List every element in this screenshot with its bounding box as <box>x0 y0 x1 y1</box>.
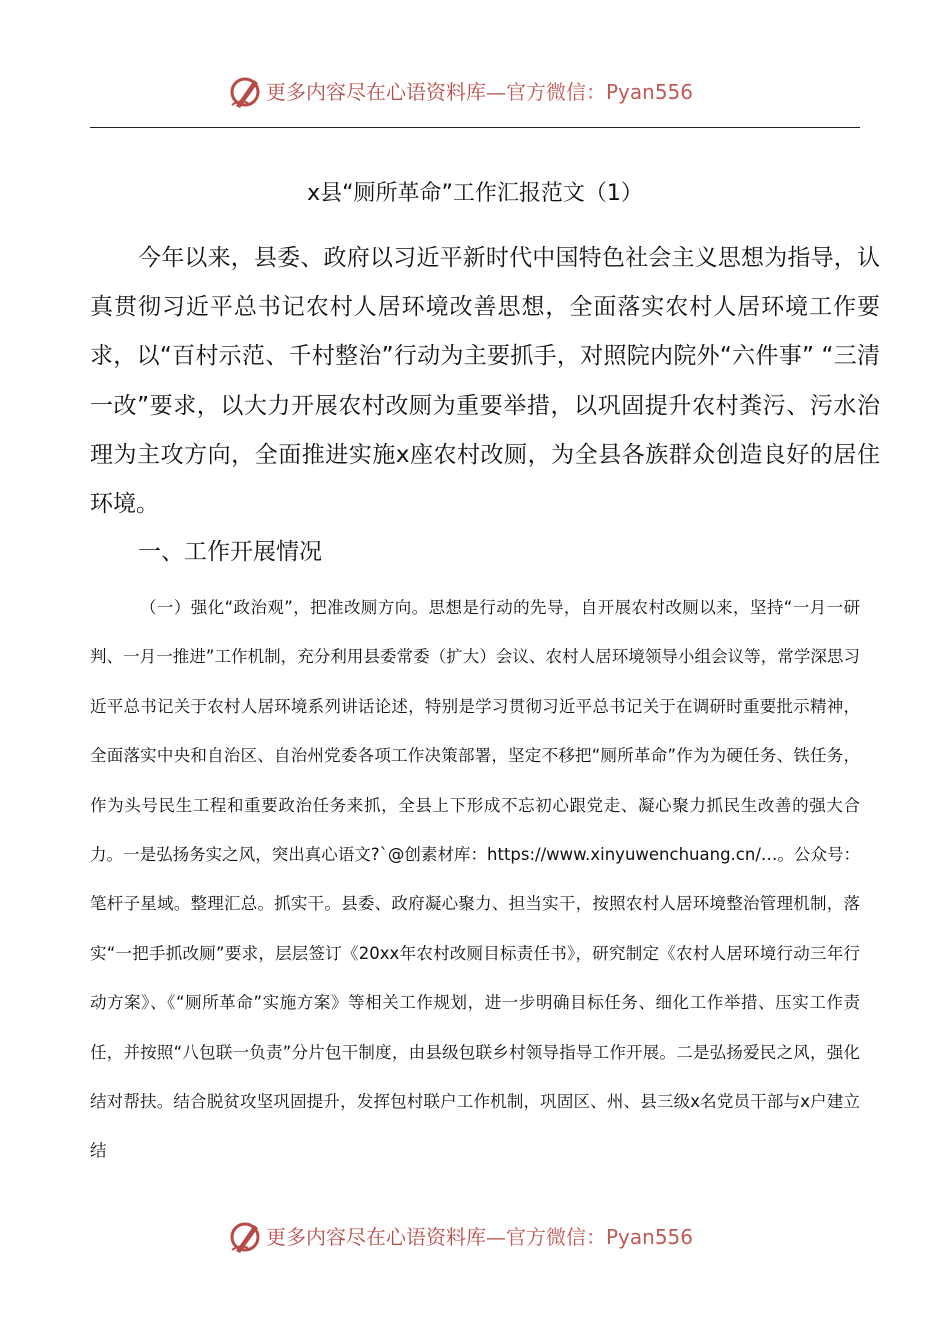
footer-banner <box>0 1218 950 1258</box>
pen-logo-icon <box>228 73 264 113</box>
wechat-id: 官方微信：Pyan556 <box>506 80 694 104</box>
body-paragraph: （一）强化“政治观”，把准改厕方向。思想是行动的先导，自开展农村改厕以来，坚持“一月一研判、一月一推进”工作机制，充分利用县委常委（扩大）会议、农村人居环境领导小组会议等，常学深思习近平总书记关于农村人居环境系列讲话论述，特别是学习贯彻习近平总书记关于在调研时重要批示精神，全面落实中央和自治区、自治州党委各项工作决策部署，坚定不移把“厕所革命”作为为硬任务、铁任务，作为头号民生工程和重要政治任务来抓，全县上下形成不忘初心跟党走、凝心聚力抓民生改善的强大合力。一是弘扬务实之风，突出真心语文?`@创素材库：https://www.xinyuwenchuang.cn/…。公众号：笔杆子星域。整理汇总。抓实干。县委、政府凝心聚力、担当实干，按照农村人居环境整治管理机制，落实“一把手抓改厕”要求，层层签订《20xx年农村改厕目标责任书》，研究制定《农村人居环境行动三年行动方案》、《“厕所革命”实施方案》等相关工作规划，进一步明确目标任务、细化工作举措、压实工作责任，并按照“八包联一负责”分片包干制度，由县级包联乡村领导指导工作开展。二是弘扬爱民之风，强化结对帮扶。结合脱贫攻坚巩固提升，发挥包村联户工作机制，巩固区、州、县三级x名党员干部与x户建立结 <box>90 598 860 1161</box>
pen-logo-icon <box>228 1218 264 1258</box>
header-divider <box>90 127 860 128</box>
intro-paragraph: 今年以来，县委、政府以习近平新时代中国特色社会主义思想为指导，认真贯彻习近平总书记农村人居环境改善思想，全面落实农村人居环境工作要求，以“百村示范、千村整治”行动为主要抓手，对照院内院外“六件事” “三清一改”要求，以大力开展农村改厕为重要举措，以巩固提升农村粪污、污水治理为主攻方向，全面推进实施x座农村改厕，为全县各族群众创造良好的居住环境。 <box>90 245 880 518</box>
wechat-id: 官方微信：Pyan556 <box>506 1225 694 1249</box>
header-banner <box>0 73 950 113</box>
section-heading: 一、工作开展情况 <box>138 539 322 565</box>
document-title: x县“厕所革命”工作汇报范文（1） <box>307 181 643 206</box>
banner-text: 更多内容尽在心语资料库—官方微信：Pyan556 <box>266 1225 694 1249</box>
banner-text: 更多内容尽在心语资料库—官方微信：Pyan556 <box>266 80 694 104</box>
